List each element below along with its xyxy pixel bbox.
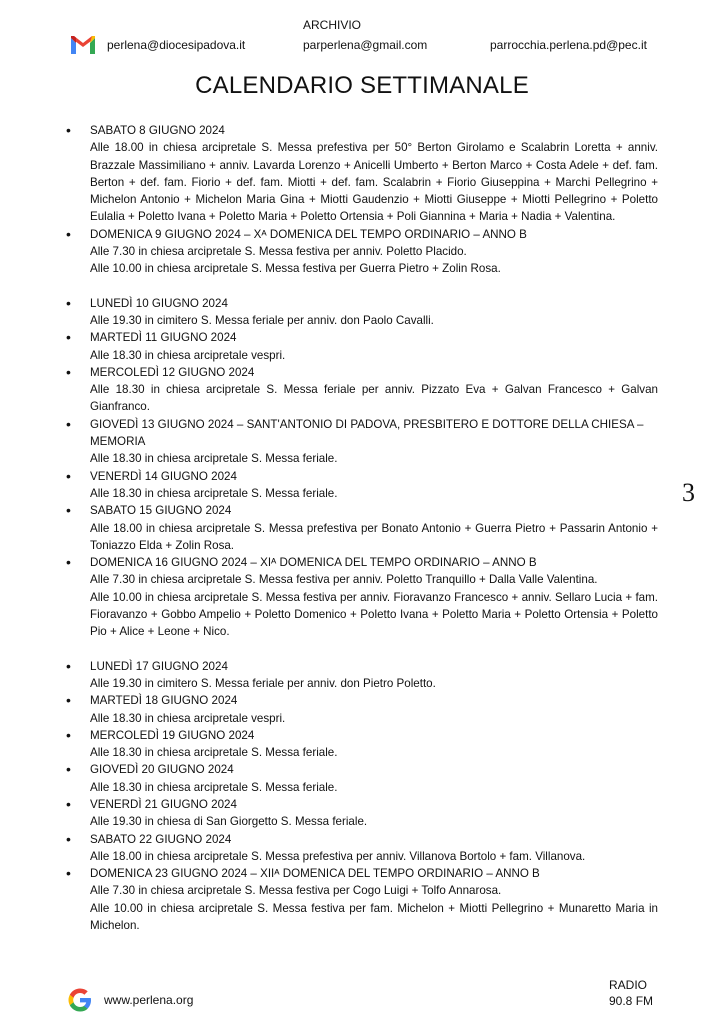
mass-schedule-line: Alle 7.30 in chiesa arcipretale S. Messa festiva per anniv. Poletto Placido. <box>90 245 467 259</box>
entry-date-heading: • DOMENICA 9 GIUGNO 2024 – Xᴬ DOMENICA DEL TEMPO ORDINARIO – ANNO B <box>90 227 527 241</box>
calendar-entry <box>66 554 658 640</box>
calendar-entry <box>66 329 658 364</box>
entry-date-heading: • MERCOLEDÌ 19 GIUGNO 2024 <box>90 728 255 742</box>
weekly-calendar-list <box>66 122 658 934</box>
calendar-entry <box>66 692 658 727</box>
entry-date-heading: • SABATO 22 GIUGNO 2024 <box>90 832 232 846</box>
entry-date-heading: • LUNEDÌ 10 GIUGNO 2024 <box>90 296 228 310</box>
entry-date-heading: • SABATO 8 GIUGNO 2024 <box>90 124 225 137</box>
entry-date-heading: • MARTEDÌ 18 GIUGNO 2024 <box>90 694 238 708</box>
entry-date-heading: • DOMENICA 23 GIUGNO 2024 – XIIᴬ DOMENICA DEL TEMPO ORDINARIO – ANNO B <box>90 867 540 881</box>
entry-date-heading: • MERCOLEDÌ 12 GIUGNO 2024 <box>90 365 255 379</box>
calendar-entry <box>66 295 658 330</box>
mass-schedule-line: Alle 10.00 in chiesa arcipretale S. Messa festiva per Guerra Pietro + Zolin Rosa. <box>90 262 501 276</box>
calendar-entry <box>66 122 658 226</box>
entry-date-heading: • VENERDÌ 14 GIUGNO 2024 <box>90 469 237 483</box>
entry-date-heading: • LUNEDÌ 17 GIUGNO 2024 <box>90 659 228 673</box>
entry-date-heading: • MARTEDÌ 11 GIUGNO 2024 <box>90 331 237 345</box>
email-pec-link[interactable]: parrocchia.perlena.pd@pec.it <box>490 38 647 52</box>
calendar-entry <box>66 658 658 693</box>
calendar-entry <box>66 796 658 831</box>
entry-date-heading: • DOMENICA 16 GIUGNO 2024 – XIᴬ DOMENICA DEL TEMPO ORDINARIO – ANNO B <box>90 556 537 570</box>
mass-schedule-line: Alle 7.30 in chiesa arcipretale S. Messa festiva per anniv. Poletto Tranquillo + Dalla Valle Valentina. <box>90 573 598 587</box>
mass-schedule-line: Alle 18.30 in chiesa arcipretale vespri. <box>90 711 286 725</box>
mass-schedule-line: Alle 18.00 in chiesa arcipretale S. Messa prefestiva per anniv. Villanova Bortolo + fam. Villanova. <box>90 849 586 863</box>
section-spacer <box>66 278 658 295</box>
website-link[interactable]: www.perlena.org <box>104 993 194 1007</box>
mass-schedule-line: Alle 19.30 in cimitero S. Messa feriale per anniv. don Paolo Cavalli. <box>90 313 434 327</box>
entry-date-heading: • VENERDÌ 21 GIUGNO 2024 <box>90 797 237 811</box>
gmail-logo-icon <box>70 35 96 55</box>
mass-schedule-line: Alle 10.00 in chiesa arcipretale S. Messa festiva per fam. Michelon + Miotti Pellegrino + Munaretto Maria in Michelon. <box>90 901 658 933</box>
mass-schedule-line: Alle 19.30 in chiesa di San Giorgetto S. Messa feriale. <box>90 815 368 829</box>
calendar-entry <box>66 364 658 416</box>
google-logo-icon <box>68 988 92 1012</box>
entry-date-heading: • GIOVEDÌ 20 GIUGNO 2024 <box>90 763 234 777</box>
calendar-entry <box>66 502 658 554</box>
radio-label: RADIO <box>609 978 648 992</box>
mass-schedule-line: Alle 18.00 in chiesa arcipretale S. Messa prefestiva per Bonato Antonio + Guerra Pietro + Passarin Antonio + Toniazzo Elda + Zolin Rosa. <box>90 521 658 552</box>
page-header <box>0 0 724 70</box>
mass-schedule-line: Alle 19.30 in cimitero S. Messa feriale per anniv. don Pietro Poletto. <box>90 676 436 690</box>
email-diocesi-link[interactable]: perlena@diocesipadova.it <box>107 38 246 52</box>
calendar-entry <box>66 416 658 468</box>
mass-schedule-line: Alle 18.30 in chiesa arcipretale vespri. <box>90 348 286 362</box>
mass-schedule-line: Alle 18.00 in chiesa arcipretale S. Messa prefestiva per 50° Berton Girolamo e Scalabrin Loretta + anniv. Brazzale Massimiliano + anniv. Lavarda Lorenzo + Anicelli Umberto + Berton Marco + Costa Adele + def. fam. Berton + def. fam. Fiorio + def. fam. Miotti + def. fam. Scalabrin + Fiorio Giuseppina + Marchi Pellegrino + Michelon Antonio + Michelon Maria Gina + Miotti Gaudenzio + Miotti Giuseppe + Miotti Pellegrino + Poletto Eulalia + Poletto Ivana + Poletto Maria + Poletto Ortensia + Poli Giannina + Maria + Nadia + Valentina. <box>90 141 658 224</box>
calendar-entry <box>66 865 658 934</box>
mass-schedule-line: Alle 18.30 in chiesa arcipretale S. Messa feriale. <box>90 452 338 466</box>
mass-schedule-line: Alle 7.30 in chiesa arcipretale S. Messa festiva per Cogo Luigi + Tolfo Annarosa. <box>90 884 502 898</box>
calendar-entry <box>66 226 658 278</box>
mass-schedule-line: Alle 18.30 in chiesa arcipretale S. Messa feriale. <box>90 746 338 760</box>
mass-schedule-line: Alle 10.00 in chiesa arcipretale S. Messa festiva per anniv. Fioravanzo Francesco + anniv. Sellaro Lucia + fam. Fioravanzo + Gobbo Ampelio + Poletto Domenico + Poletto Ivana + Poletto Maria + Poletto Ortensia + Poletto Pio + Alice + Leone + Nico. <box>90 590 658 639</box>
radio-frequency: 90.8 FM <box>609 994 654 1008</box>
calendar-entry <box>66 831 658 866</box>
calendar-entry <box>66 468 658 503</box>
section-spacer <box>66 641 658 658</box>
mass-schedule-line: Alle 18.30 in chiesa arcipretale S. Messa feriale. <box>90 486 338 500</box>
entry-date-heading: • GIOVEDÌ 13 GIUGNO 2024 – SANT'ANTONIO DI PADOVA, PRESBITERO E DOTTORE DELLA CHIESA – MEMORIA <box>90 417 644 449</box>
calendar-entry <box>66 761 658 796</box>
mass-schedule-line: Alle 18.30 in chiesa arcipretale S. Messa feriale per anniv. Pizzato Eva + Galvan Francesco + Galvan Gianfranco. <box>90 383 658 414</box>
page-number: 3 <box>682 478 695 507</box>
calendar-entry <box>66 727 658 762</box>
entry-date-heading: • SABATO 15 GIUGNO 2024 <box>90 504 232 518</box>
radio-info <box>609 977 653 1009</box>
mass-schedule-line: Alle 18.30 in chiesa arcipretale S. Messa feriale. <box>90 780 338 794</box>
archive-label: ARCHIVIO <box>303 18 362 32</box>
page-title: CALENDARIO SETTIMANALE <box>195 72 529 99</box>
email-gmail-link[interactable]: parperlena@gmail.com <box>303 38 428 52</box>
